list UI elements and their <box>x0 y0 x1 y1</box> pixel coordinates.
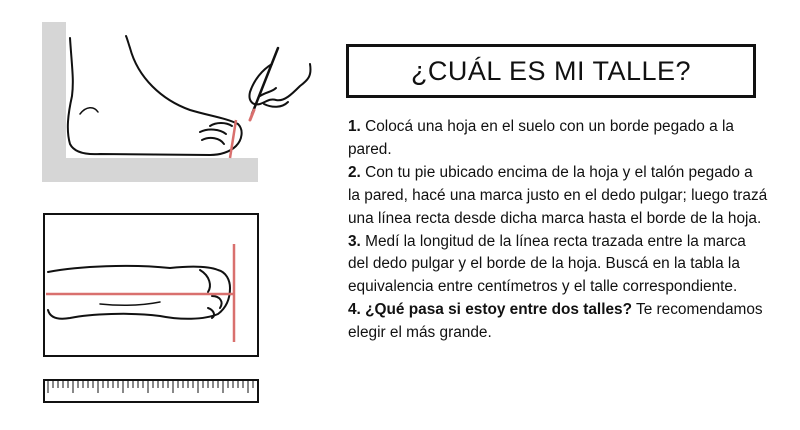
step-number: 2. <box>348 163 361 181</box>
ruler-icon <box>44 380 258 402</box>
title-box <box>346 44 756 98</box>
step-number: 1. <box>348 118 361 135</box>
step-question: ¿Qué pasa si estoy entre dos talles? <box>365 301 632 319</box>
step-2 <box>348 162 768 231</box>
foot-side-view-icon <box>68 36 242 155</box>
page-title: ¿CUÁL ES MI TALLE? <box>410 55 692 86</box>
step-text: Te recomendamos elegir el más grande. <box>348 301 763 342</box>
foot-top-illustration <box>40 210 270 410</box>
step-text: Con tu pie ubicado encima de la hoja y el talón pegado a la pared, hacé una marca justo en el dedo pulgar; luego trazá una línea recta desde dicha marca hasta el borde de la hoja. <box>348 163 768 227</box>
step-1 <box>348 116 768 162</box>
step-number: 4. <box>348 301 361 319</box>
foot-side-illustration <box>40 18 330 188</box>
step-text: Medí la longitud de la línea recta trazada entre la marca del dedo pulgar y el borde de la hoja. Buscá en la tabla la equivalencia entre centímetros y el talle correspondiente. <box>348 232 746 296</box>
step-number: 3. <box>348 232 361 250</box>
instructions-list <box>348 116 768 345</box>
step-4 <box>348 299 768 345</box>
step-3 <box>348 231 768 300</box>
foot-top-view-icon <box>48 266 230 319</box>
pencil-hand-icon <box>249 48 310 120</box>
step-text: Colocá una hoja en el suelo con un borde pegado a la pared. <box>348 118 734 158</box>
